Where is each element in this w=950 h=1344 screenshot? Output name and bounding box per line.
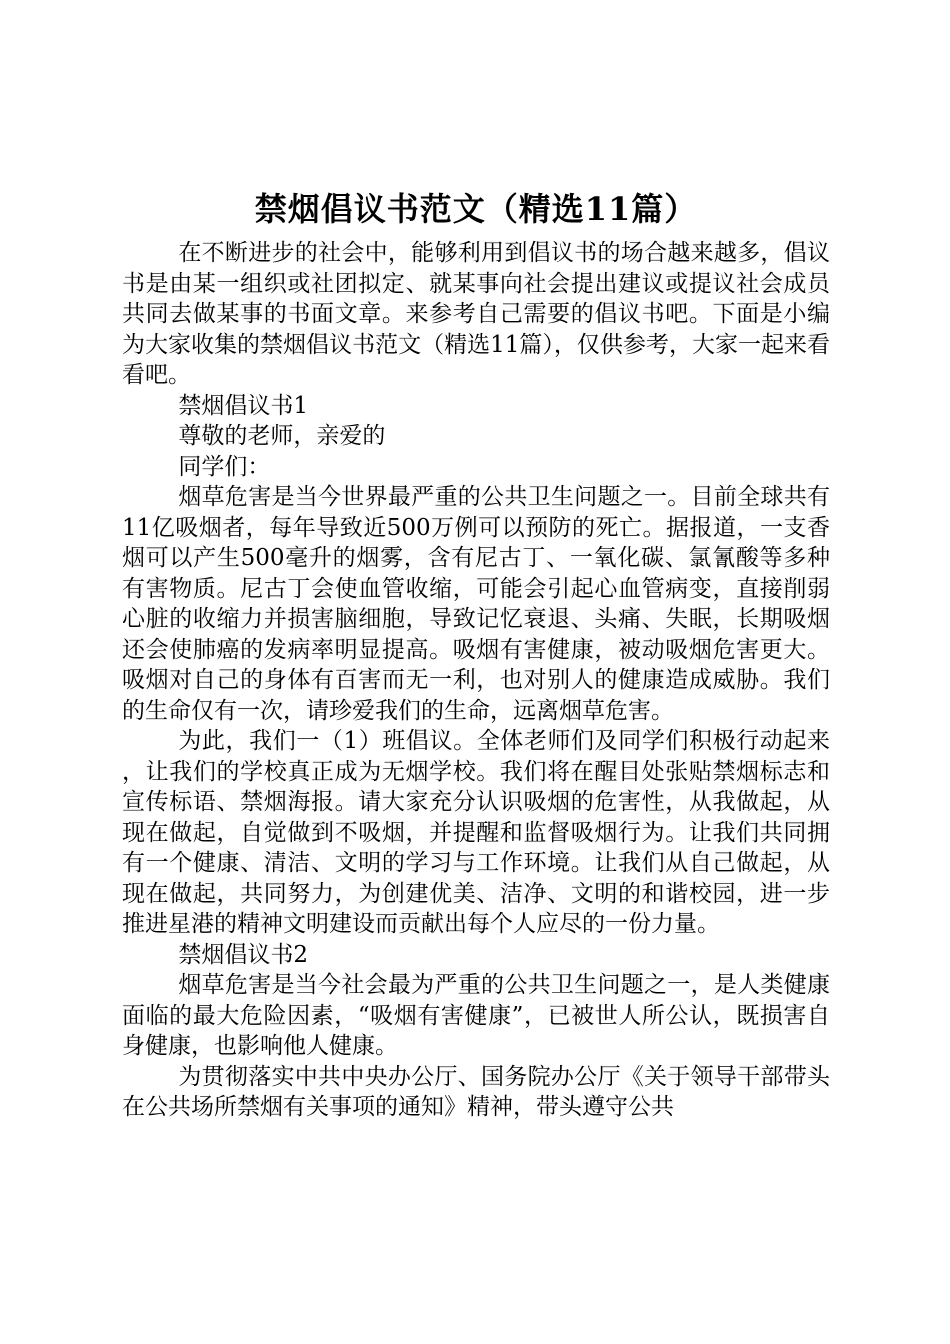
- intro-paragraph: 在不断进步的社会中，能够利用到倡议书的场合越来越多，倡议书是由某一组织或社团拟定、就某事向社会提出建议或提议社会成员共同去做某事的书面文章。来参考自己需要的倡议书吧。下面是小编为大家收集的禁烟倡议书范文（精选11篇），仅供参考，大家一起来看看吧。: [122, 240, 830, 388]
- salutation-line: 尊敬的老师，亲爱的: [178, 423, 386, 449]
- body-paragraph: 烟草危害是当今世界最严重的公共卫生问题之一。目前全球共有11亿吸烟者，每年导致近500万例可以预防的死亡。据报道，一支香烟可以产生500毫升的烟雾，含有尼古丁、一氧化碳、氯氰酸等多种有害物质。尼古丁会使血管收缩，可能会引起心血管病变，直接削弱心脏的收缩力并损害脑细胞，导致记忆衰退、头痛、失眠，长期吸烟还会使肺癌的发病率明显提高。吸烟有害健康，被动吸烟危害更大。吸烟对自己的身体有百害而无一利，也对别人的健康造成威胁。我们的生命仅有一次，请珍爱我们的生命，远离烟草危害。: [122, 484, 830, 724]
- document-page: [122, 182, 830, 1123]
- section-heading-1: 禁烟倡议书1: [178, 392, 308, 419]
- body-paragraph: 为贯彻落实中共中央办公厅、国务院办公厅《关于领导干部带头在公共场所禁烟有关事项的通知》精神，带头遵守公共: [122, 1063, 830, 1120]
- salutation-line: 同学们：: [178, 453, 271, 480]
- body-paragraph: 烟草危害是当今社会最为严重的公共卫生问题之一，是人类健康面临的最大危险因素，“吸烟有害健康”，已被世人所公认，既损害自身健康，也影响他人健康。: [122, 972, 830, 1059]
- section-heading-2: 禁烟倡议书2: [178, 941, 308, 968]
- body-paragraph: 为此，我们一（1）班倡议。全体老师们及同学们积极行动起来，让我们的学校真正成为无烟学校。我们将在醒目处张贴禁烟标志和宣传标语、禁烟海报。请大家充分认识吸烟的危害性，从我做起，从现在做起，自觉做到不吸烟，并提醒和监督吸烟行为。让我们共同拥有一个健康、清洁、文明的学习与工作环境。让我们从自己做起，从现在做起，共同努力，为创建优美、洁净、文明的和谐校园，进一步推进星港的精神文明建设而贡献出每个人应尽的一份力量。: [122, 728, 830, 937]
- document-title: 禁烟倡议书范文（精选11篇）: [254, 190, 698, 228]
